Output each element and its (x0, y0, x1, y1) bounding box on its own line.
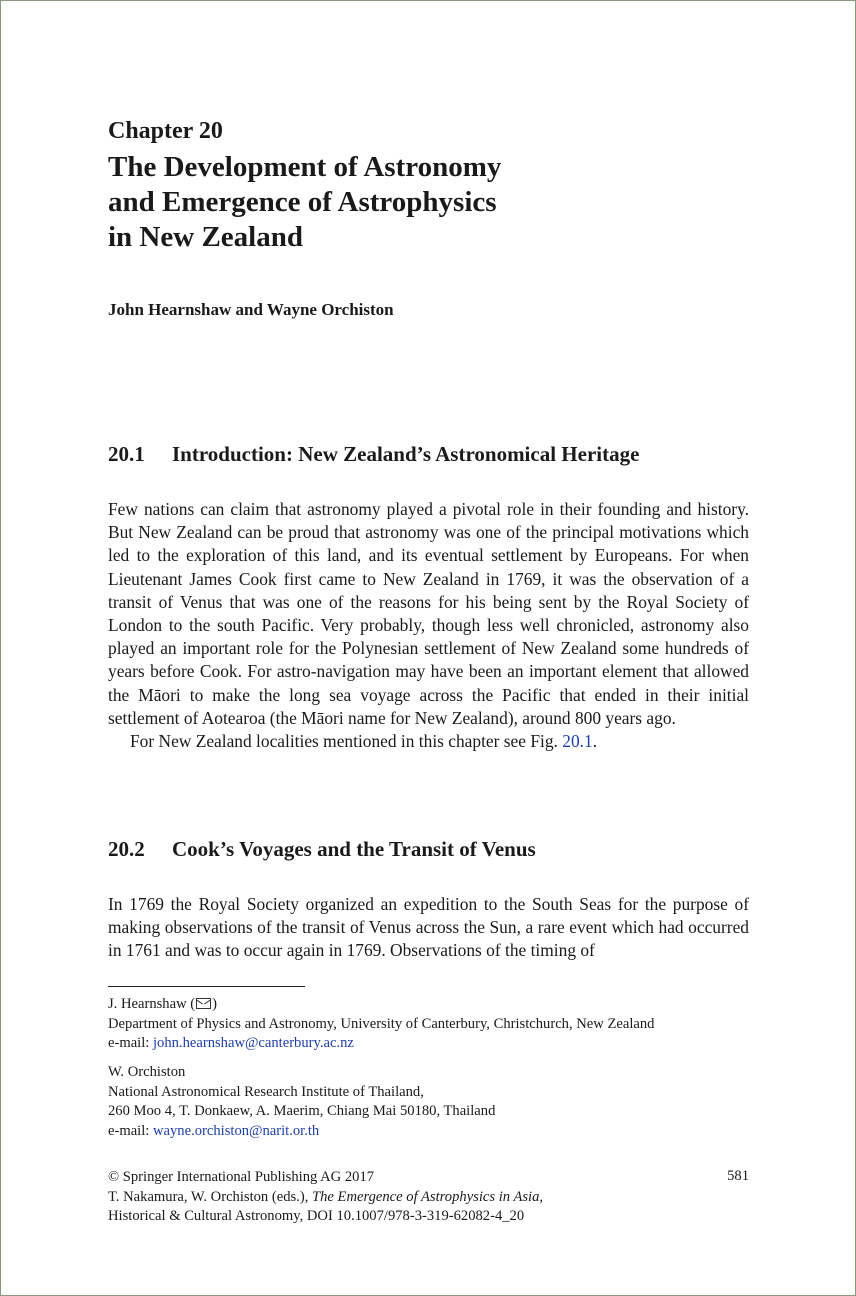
section-heading-20-2 (108, 837, 536, 862)
series-doi: Historical & Cultural Astronomy, DOI 10.1007/978-3-319-62082-4_20 (108, 1208, 525, 1224)
email-link[interactable]: john.hearnshaw@canterbury.ac.nz (152, 1035, 354, 1051)
section-title: Cook’s Voyages and the Transit of Venus (172, 837, 536, 861)
section-body-20-2 (108, 893, 749, 963)
affiliation: National Astronomical Research Institute of Thailand, (108, 1083, 424, 1100)
email-label: e-mail: (108, 1122, 153, 1139)
chapter-title-line: in New Zealand (108, 221, 303, 253)
chapter-label: Chapter 20 (108, 118, 223, 144)
footnote-rule (108, 986, 305, 987)
chapter-title-line: and Emergence of Astrophysics (108, 186, 497, 218)
paragraph-text: . (592, 731, 598, 752)
section-title: Introduction: New Zealand’s Astronomical Heritage (172, 442, 640, 466)
section-heading-20-1 (108, 442, 639, 467)
section-number: 20.2 (108, 837, 145, 861)
paragraph (108, 730, 749, 753)
paragraph-text: For New Zealand localities mentioned in this chapter see Fig. (130, 731, 558, 752)
book-title: The Emergence of Astrophysics in Asia (312, 1188, 540, 1205)
authors: John Hearnshaw and Wayne Orchiston (108, 300, 394, 319)
author-name-close: ) (212, 996, 218, 1012)
publication-info (108, 1168, 749, 1227)
email-label: e-mail: (108, 1035, 153, 1051)
footnote-author2 (108, 1063, 749, 1141)
email-link[interactable]: wayne.orchiston@narit.or.th (152, 1122, 320, 1139)
affiliation: 260 Moo 4, T. Donkaew, A. Maerim, Chiang Mai 50180, Thailand (108, 1103, 496, 1119)
footnote-author1 (108, 995, 749, 1054)
section-number: 20.1 (108, 442, 145, 466)
envelope-icon (196, 998, 211, 1009)
paragraph: In 1769 the Royal Society organized an expedition to the South Seas for the purpose of making observations of the transit of Venus across the Sun, a rare event which had occurred in 1761 and was to occur again in 1769. Observations of the timing of (108, 894, 749, 961)
page-number: 581 (727, 1168, 749, 1184)
chapter-title-line: The Development of Astronomy (108, 151, 502, 183)
chapter-title (108, 150, 748, 255)
copyright: © Springer International Publishing AG 2017 (108, 1169, 375, 1185)
citation: T. Nakamura, W. Orchiston (eds.), (108, 1188, 312, 1205)
author-name: J. Hearnshaw ( (108, 996, 196, 1012)
citation-end: , (539, 1188, 544, 1205)
figure-link[interactable]: 20.1 (562, 731, 593, 752)
section-body-20-1 (108, 498, 749, 753)
affiliation: Department of Physics and Astronomy, University of Canterbury, Christchurch, New Zealand (108, 1015, 655, 1032)
paragraph: Few nations can claim that astronomy played a pivotal role in their founding and history. But New Zealand can be proud that astronomy was one of the principal motivations which led to the exploration of this land, and its eventual settlement by Europeans. For when Lieutenant James Cook first came to New Zealand in 1769, it was the observation of a transit of Venus that was one of the reasons for his being sent by the Royal Society of London to the south Pacific. Very probably, though less well chronicled, astronomy also played an important role for the Polynesian settlement of New Zealand some hundreds of years before Cook. For astro-navigation may have been an important element that allowed the Māori to make the long sea voyage across the Pacific that ended in their initial settlement of Aotearoa (the Māori name for New Zealand), around 800 years ago. (108, 499, 749, 728)
author-name: W. Orchiston (108, 1064, 186, 1080)
